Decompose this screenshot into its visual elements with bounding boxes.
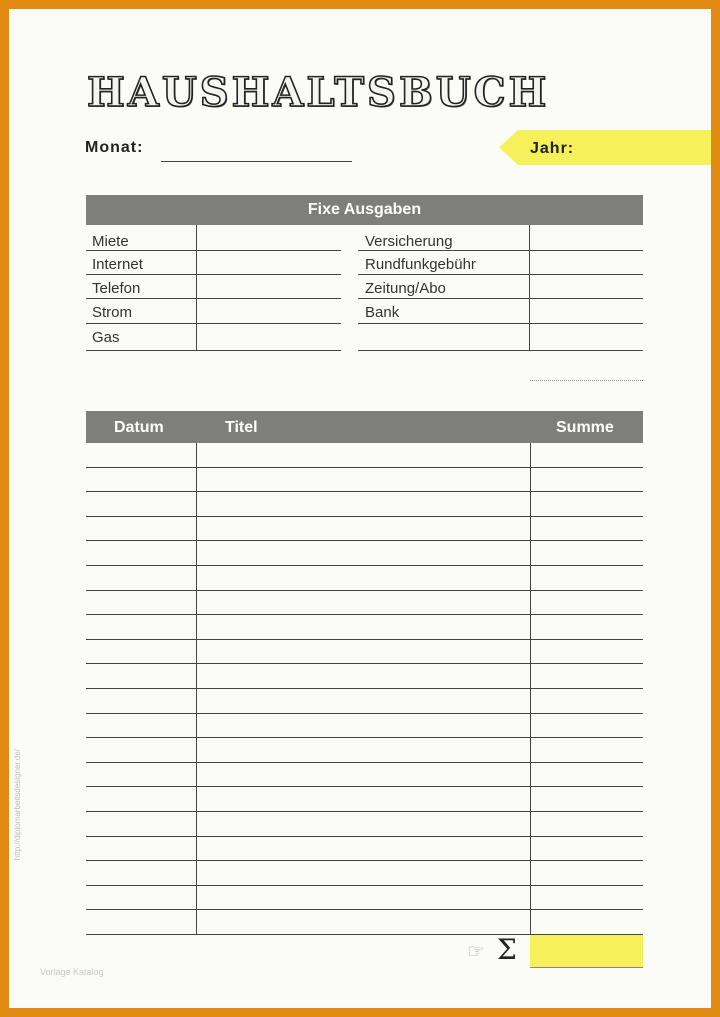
fixed-expense-label: Gas	[92, 329, 120, 346]
fixed-expense-label: Zeitung/Abo	[365, 280, 446, 297]
grid-line	[358, 323, 643, 324]
footer-text: Vorlage Katalog	[40, 967, 104, 977]
household-book-page	[9, 9, 711, 1008]
expense-row-line	[86, 885, 643, 886]
column-header-sum: Summe	[556, 419, 614, 436]
expense-list-grid	[86, 443, 643, 935]
expense-row-line	[86, 860, 643, 861]
fixed-expenses-total-field[interactable]	[530, 380, 643, 381]
expense-row-line	[86, 590, 643, 591]
expense-list-header	[86, 411, 643, 443]
grid-line	[86, 274, 341, 275]
expense-row-line	[86, 762, 643, 763]
expense-row-line	[86, 663, 643, 664]
expense-row-line	[86, 491, 643, 492]
fixed-expenses-header: Fixe Ausgaben	[86, 195, 643, 225]
side-url-text: http://diplomarbeitsdesigner.de/	[13, 749, 22, 861]
expense-row-line	[86, 516, 643, 517]
page-title: HAUSHALTSBUCH	[87, 69, 550, 116]
fixed-expense-label: Telefon	[92, 280, 141, 297]
fixed-expense-label: Strom	[92, 304, 133, 321]
expense-row-line	[86, 836, 643, 837]
grid-divider	[196, 225, 197, 351]
expense-row-line	[86, 811, 643, 812]
fixed-expense-label: Internet	[92, 256, 143, 273]
total-sum-field[interactable]	[530, 935, 643, 968]
expense-row-line	[86, 786, 643, 787]
grid-line	[86, 298, 341, 299]
pointing-hand-icon: ☞	[467, 941, 485, 963]
expense-row-line	[86, 909, 643, 910]
expense-row-line	[86, 713, 643, 714]
fixed-expense-label: Versicherung	[365, 233, 453, 250]
fixed-expense-label: Miete	[92, 233, 129, 250]
sigma-icon: Σ	[497, 933, 517, 966]
grid-line	[86, 350, 341, 351]
grid-line	[358, 298, 643, 299]
month-field[interactable]	[161, 161, 352, 162]
grid-line	[358, 350, 643, 351]
fixed-expenses-grid	[86, 225, 643, 351]
grid-line	[358, 274, 643, 275]
month-label: Monat:	[85, 139, 144, 156]
year-label: Jahr:	[530, 140, 575, 157]
column-header-date: Datum	[114, 419, 164, 436]
expense-row-line	[86, 688, 643, 689]
grid-line	[86, 323, 341, 324]
grid-divider	[529, 225, 530, 351]
column-header-title: Titel	[225, 419, 258, 436]
expense-row-line	[86, 467, 643, 468]
fixed-expense-label: Bank	[365, 304, 400, 321]
expense-row-line	[86, 737, 643, 738]
expense-row-line	[86, 540, 643, 541]
expense-row-line	[86, 565, 643, 566]
fixed-expense-label: Rundfunkgebühr	[365, 256, 476, 273]
expense-row-line	[86, 639, 643, 640]
expense-row-line	[86, 614, 643, 615]
